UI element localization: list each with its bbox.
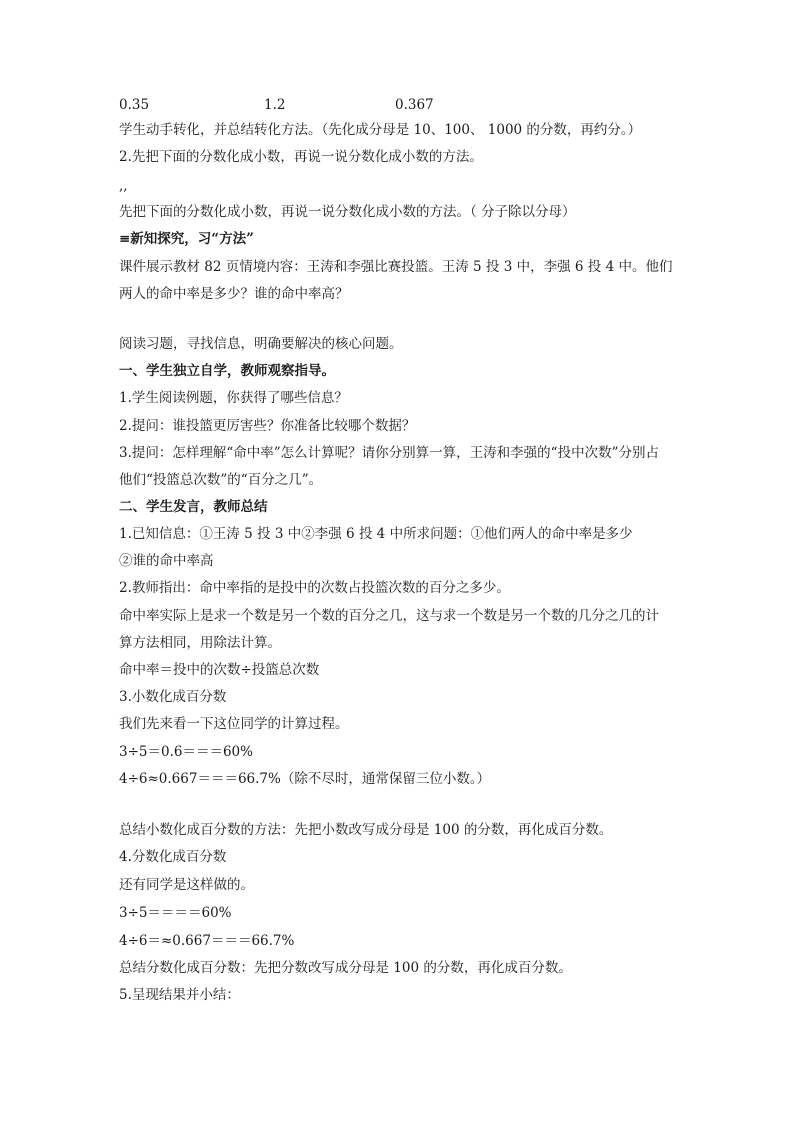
paragraph: 1.学生阅读例题，你获得了哪些信息？: [119, 390, 348, 406]
paragraph: 总结分数化成百分数：先把分数改写成分母是 100 的分数，再化成百分数。: [119, 960, 572, 976]
paragraph: 两人的命中率是多少？谁的命中率高？: [119, 286, 349, 302]
paragraph: 他们“投篮总次数”的“百分之几”。: [119, 472, 323, 488]
paragraph: ,,: [119, 178, 128, 194]
paragraph: 2.提问：谁投篮更厉害些？你准备比较哪个数据？: [119, 418, 416, 434]
formula: 3÷5＝＝＝＝60%: [119, 905, 232, 921]
paragraph: ②谁的命中率高: [119, 553, 214, 569]
decimal-value: 1.2: [264, 97, 286, 113]
formula: 3÷5＝0.6＝＝＝60%: [119, 744, 253, 760]
decimal-value: 0.367: [395, 97, 434, 113]
formula: 命中率＝投中的次数÷投篮总次数: [119, 662, 320, 678]
paragraph: 5.呈现结果并小结：: [119, 987, 240, 1003]
paragraph: 先把下面的分数化成小数，再说一说分数化成小数的方法。（ 分子除以分母）: [119, 204, 576, 220]
decimals-row: [119, 95, 519, 115]
paragraph: 4.分数化成百分数: [119, 849, 227, 865]
paragraph: 阅读习题，寻找信息，明确要解决的核心问题。: [119, 336, 403, 352]
paragraph: 学生动手转化，并总结转化方法。（先化成分母是 10、100、 1000 的分数，再约分。）: [119, 122, 642, 138]
formula: 4÷6＝≈0.667＝＝＝66.7%: [119, 933, 295, 949]
paragraph: 课件展示教材 82 页情境内容：王涛和李强比赛投篮。王涛 5 投 3 中，李强 6 投 4 中。他们: [119, 259, 673, 275]
paragraph: 总结小数化成百分数的方法：先把小数改写成分母是 100 的分数，再化成百分数。: [119, 822, 613, 838]
paragraph: 2.教师指出：命中率指的是投中的次数占投篮次数的百分之多少。: [119, 580, 510, 596]
section-heading: 二、学生发言，教师总结: [119, 499, 268, 515]
paragraph: 1.已知信息：①王涛 5 投 3 中②李强 6 投 4 中所求问题：①他们两人的命中率是多少: [119, 526, 633, 542]
paragraph: 算方法相同，用除法计算。: [119, 635, 281, 651]
paragraph: 2.先把下面的分数化成小数，再说一说分数化成小数的方法。: [119, 149, 483, 165]
paragraph: 命中率实际上是求一个数是另一个数的百分之几，这与求一个数是另一个数的几分之几的计: [119, 608, 659, 624]
section-heading: 一、学生独立自学，教师观察指导。: [119, 363, 335, 379]
decimal-value: 0.35: [119, 97, 150, 113]
formula: 4÷6≈0.667＝＝＝66.7%（除不尽时，通常保留三位小数。）: [119, 771, 491, 787]
paragraph: 我们先来看一下这位同学的计算过程。: [119, 716, 349, 732]
section-heading: ≡新知探究，习“方法”: [119, 231, 254, 247]
paragraph: 3.小数化成百分数: [119, 689, 227, 705]
paragraph: 还有同学是这样做的。: [119, 877, 254, 893]
paragraph: 3.提问：怎样理解“命中率”怎么计算呢？请你分别算一算，王涛和李强的“投中次数”分别占: [119, 445, 659, 461]
